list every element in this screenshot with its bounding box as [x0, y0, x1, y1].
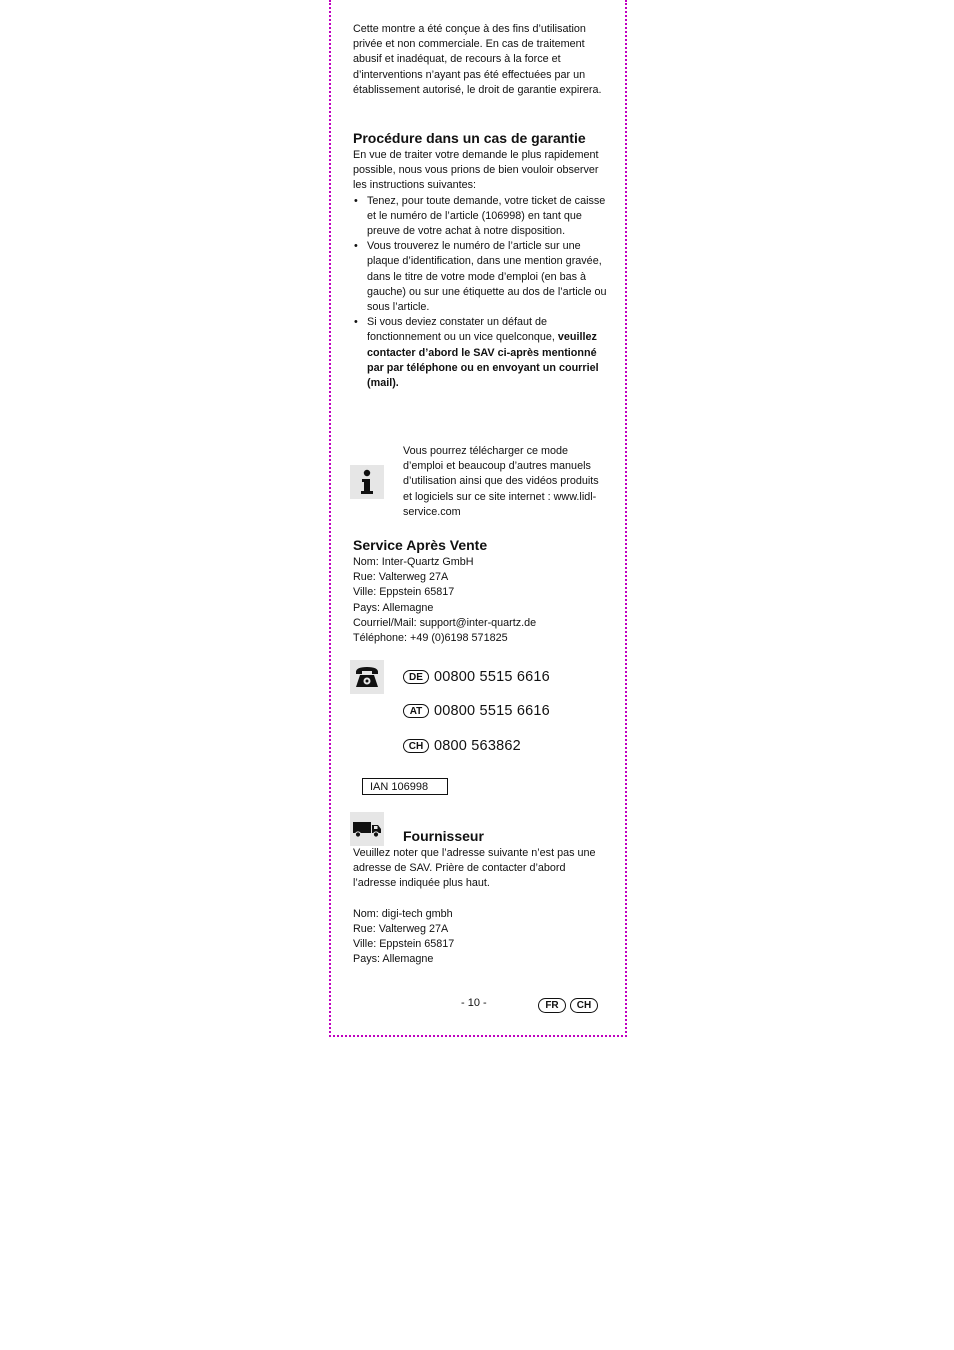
- supplier-name: Nom: digi-tech gmbh: [353, 907, 453, 920]
- supplier-section: [353, 846, 609, 967]
- service-phone: Téléphone: +49 (0)6198 571825: [353, 632, 508, 645]
- hotline-number-de: 00800 5515 6616: [434, 669, 550, 685]
- procedure-intro: En vue de traiter votre demande le plus rapidement possible, nous vous prions de bien vouloir observer les instructions suivantes:: [353, 149, 599, 192]
- supplier-note: Veuillez noter que l’adresse suivante n’est pas une adresse de SAV. Prière de contacter d’abord l’adresse indiquée plus haut.: [353, 847, 596, 890]
- info-note-text: Vous pourrez télécharger ce mode d’emploi et beaucoup d’autres manuels d’utilisation ainsi que des vidéos produits et logiciels sur ce site internet : www.lidl-service.com: [403, 445, 599, 518]
- supplier-street: Rue: Valterweg 27A: [353, 922, 449, 935]
- procedure-section: [353, 128, 609, 391]
- bullet-text-1: Tenez, pour toute demande, votre ticket de caisse et le numéro de l’article (106998) en tant que preuve de votre achat à notre disposition.: [367, 194, 606, 238]
- service-section: [353, 535, 609, 646]
- hotline-at: [403, 700, 550, 722]
- supplier-title: Fournisseur: [403, 828, 484, 844]
- bullet-text-2: Vous trouverez le numéro de l’article sur une plaque d’identification, dans une mention gravée, dans le titre de votre mode d’emploi (en bas à gauche) ou sur une étiquette au dos de l’article ou sous l’article.: [367, 240, 607, 314]
- country-badge-at: AT: [403, 704, 429, 718]
- country-badge-ch: CH: [403, 739, 429, 753]
- supplier-heading: [403, 826, 484, 846]
- supplier-city: Ville: Eppstein 65817: [353, 938, 455, 951]
- service-street: Rue: Valterweg 27A: [353, 571, 449, 584]
- service-title: Service Après Vente: [353, 537, 488, 553]
- list-item: [353, 315, 609, 391]
- hotline-number-ch: 0800 563862: [434, 738, 521, 754]
- warranty-note: Cette montre a été conçue à des fins d’utilisation privée et non commerciale. En cas de traitement abusif et inadéquat, de recours à la force et d’interventions n’ayant pas été effectuées par un établissement autorisé, le droit de garantie expirera.: [353, 23, 602, 96]
- manual-page: [329, 0, 627, 1037]
- language-badge-ch: CH: [570, 998, 598, 1013]
- service-email: Courriel/Mail: support@inter-quartz.de: [353, 616, 537, 629]
- page-number: - 10 -: [461, 997, 487, 1009]
- country-badge-de: DE: [403, 670, 429, 684]
- bullet-text-3-bold: veuillez contacter d’abord le SAV ci-après mentionné par par téléphone ou en envoyant un courriel (mail).: [367, 331, 599, 390]
- list-item: [353, 194, 609, 240]
- list-item: [353, 239, 609, 315]
- truck-icon: [350, 812, 384, 846]
- info-icon: [350, 465, 384, 499]
- service-city: Ville: Eppstein 65817: [353, 586, 455, 599]
- procedure-list: [353, 194, 609, 392]
- telephone-icon: [350, 660, 384, 694]
- hotline-ch: [403, 735, 521, 757]
- hotline-number-at: 00800 5515 6616: [434, 703, 550, 719]
- ian-label: IAN 106998: [362, 778, 448, 795]
- procedure-title: Procédure dans un cas de garantie: [353, 130, 586, 146]
- hotline-de: [403, 666, 550, 688]
- language-badge-fr: FR: [538, 998, 566, 1013]
- service-name: Nom: Inter-Quartz GmbH: [353, 556, 474, 568]
- bullet-text-3: Si vous deviez constater un défaut de fonctionnement ou un vice quelconque,: [367, 316, 555, 344]
- supplier-country: Pays: Allemagne: [353, 953, 434, 966]
- service-country: Pays: Allemagne: [353, 601, 434, 614]
- language-badges: [538, 998, 598, 1013]
